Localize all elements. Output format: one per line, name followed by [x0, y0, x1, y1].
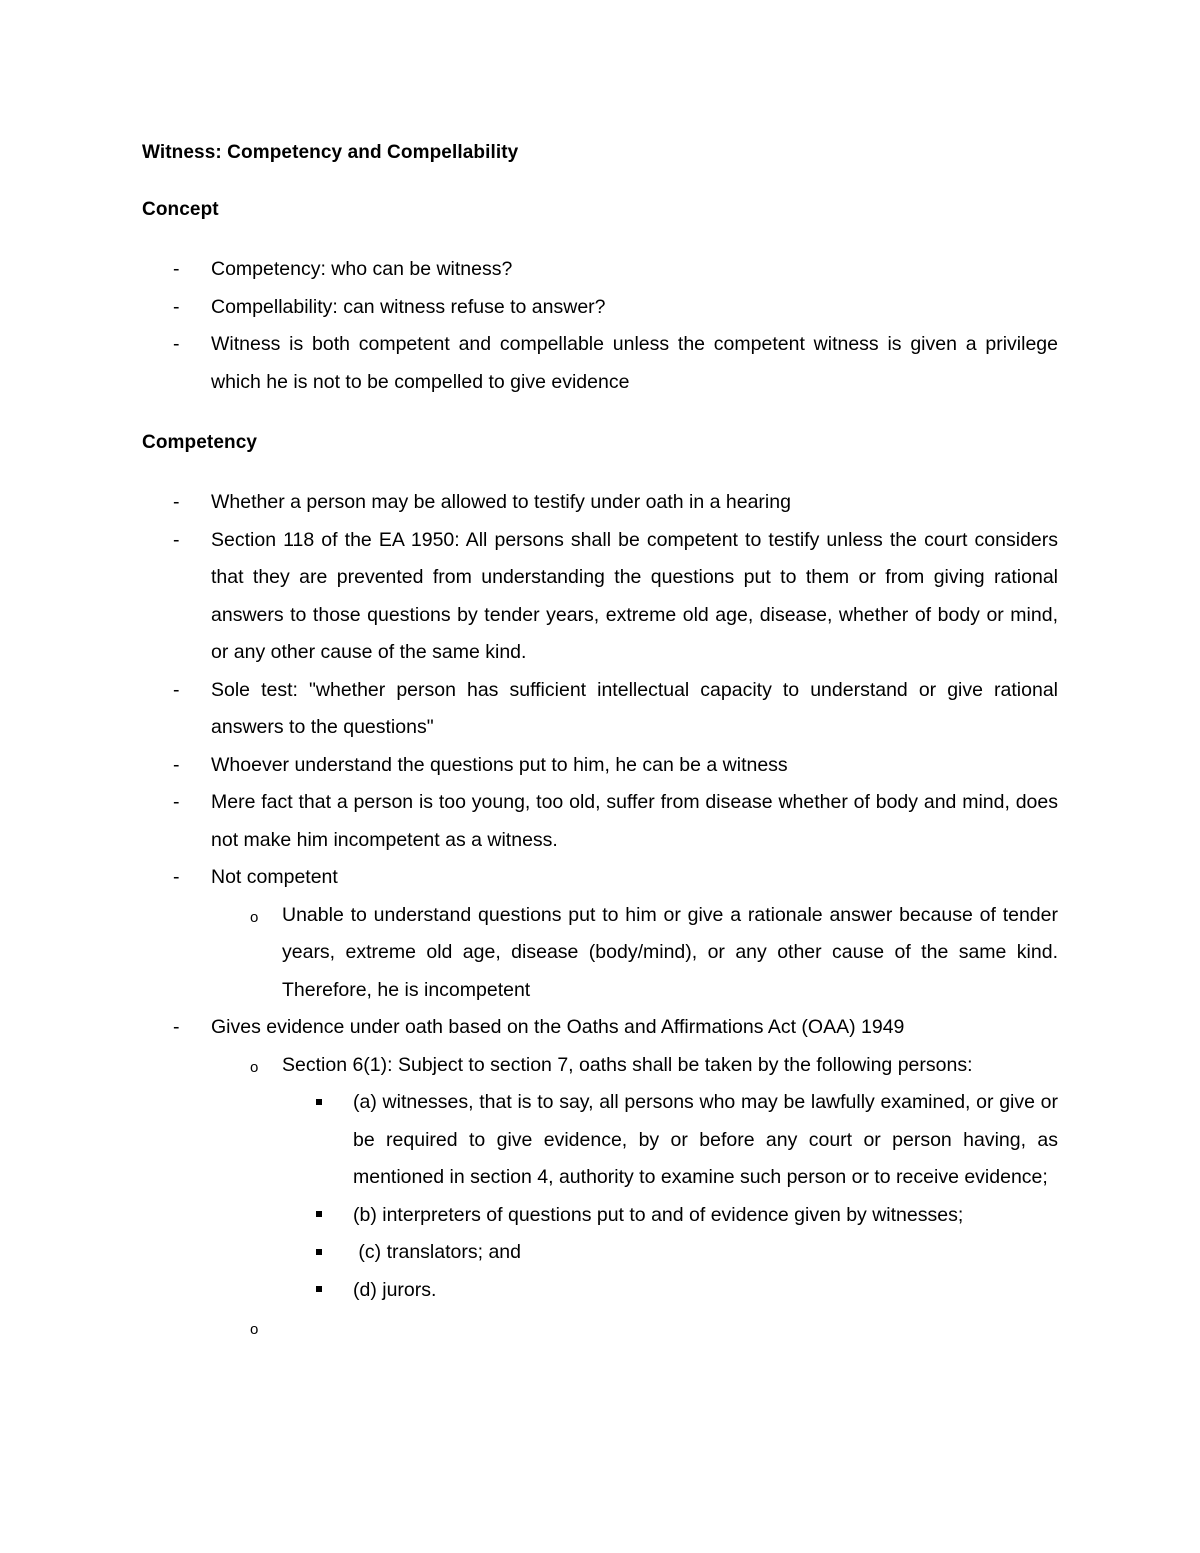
not-competent-sublist — [211, 897, 1058, 1010]
list-item: - Gives evidence under oath based on the Oaths and Affirmations Act (OAA) 1949 o Section 6(1): Subject to section 7, oaths shall be taken by the following persons: (a) witnesses, that is to say, all persons who may be lawfully examined, or give or be required to give evidence, by or before any court or person having, as mentioned in section 4, authority to examine such person or to receive evidence; (b) interpreters of questions put to and of evidence given by witnesses; (c) translators; and (d) jurors. o — [142, 1009, 1058, 1347]
dash-bullet: - — [173, 791, 180, 813]
sub-sublist-item: (d) jurors. — [282, 1272, 1058, 1310]
list-item: - Competency: who can be witness? — [142, 251, 1058, 289]
document-title: Witness: Competency and Compellability — [142, 142, 519, 163]
section-heading-concept: Concept — [142, 199, 219, 220]
sub-sublist-item: (b) interpreters of questions put to and of evidence given by witnesses; — [282, 1197, 1058, 1235]
oaa-persons-list — [282, 1084, 1058, 1309]
list-item: - Whether a person may be allowed to testify under oath in a hearing — [142, 484, 1058, 522]
oaa-sublist — [211, 1047, 1058, 1347]
list-item: - Mere fact that a person is too young, too old, suffer from disease whether of body and mind, does not make him incompetent as a witness. — [142, 784, 1058, 859]
list-item: - Whoever understand the questions put to him, he can be a witness — [142, 747, 1058, 785]
list-item: - Not competent o Unable to understand questions put to him or give a rationale answer because of tender years, extreme old age, disease (body/mind), or any other cause of the same kind. Therefore, he is incompetent — [142, 859, 1058, 1009]
dash-bullet: - — [173, 295, 180, 318]
list-item: - Sole test: "whether person has sufficient intellectual capacity to understand or give rational answers to the questions" — [142, 672, 1058, 747]
dash-bullet: - — [173, 866, 180, 888]
dash-bullet: - — [173, 491, 180, 513]
dash-bullet: - — [173, 1016, 180, 1038]
circle-bullet: o — [250, 908, 259, 926]
dash-bullet: - — [173, 753, 180, 776]
list-item: - Compellability: can witness refuse to answer? — [142, 289, 1058, 327]
sub-sublist-item: (c) translators; and — [282, 1234, 1058, 1272]
sublist-item: o Unable to understand questions put to him or give a rationale answer because of tender years, extreme old age, disease (body/mind), or any other cause of the same kind. Therefore, he is incompetent — [211, 897, 1058, 1010]
concept-list — [142, 251, 1058, 401]
square-bullet — [282, 1234, 353, 1272]
section-heading-competency: Competency — [142, 432, 258, 453]
sublist-item: o Section 6(1): Subject to section 7, oaths shall be taken by the following persons: (a) witnesses, that is to say, all persons who may be lawfully examined, or give or be required to give evidence, by or before any court or person having, as mentioned in section 4, authority to examine such person or to receive evidence; (b) interpreters of questions put to and of evidence given by witnesses; (c) translators; and (d) jurors. — [211, 1047, 1058, 1310]
list-item: - Witness is both competent and compellable unless the competent witness is given a privilege which he is not to be compelled to give evidence — [142, 326, 1058, 401]
dash-bullet: - — [173, 528, 180, 551]
sublist-item-empty — [211, 1309, 1058, 1347]
square-bullet — [282, 1197, 353, 1235]
square-bullet — [282, 1084, 353, 1122]
circle-bullet: o — [250, 1058, 259, 1076]
list-item: - Section 118 of the EA 1950: All persons shall be competent to testify unless the court considers that they are prevented from understanding the questions put to them or from giving rational answers to those questions by tender years, extreme old age, disease, whether of body or mind, or any other cause of the same kind. — [142, 522, 1058, 672]
dash-bullet: - — [173, 333, 180, 355]
dash-bullet: - — [173, 258, 180, 280]
competency-list — [142, 484, 1058, 1347]
dash-bullet: - — [173, 678, 180, 701]
square-bullet — [282, 1272, 353, 1310]
circle-bullet: o — [250, 1321, 259, 1338]
sub-sublist-item: (a) witnesses, that is to say, all persons who may be lawfully examined, or give or be required to give evidence, by or before any court or person having, as mentioned in section 4, authority to examine such person or to receive evidence; — [282, 1084, 1058, 1197]
